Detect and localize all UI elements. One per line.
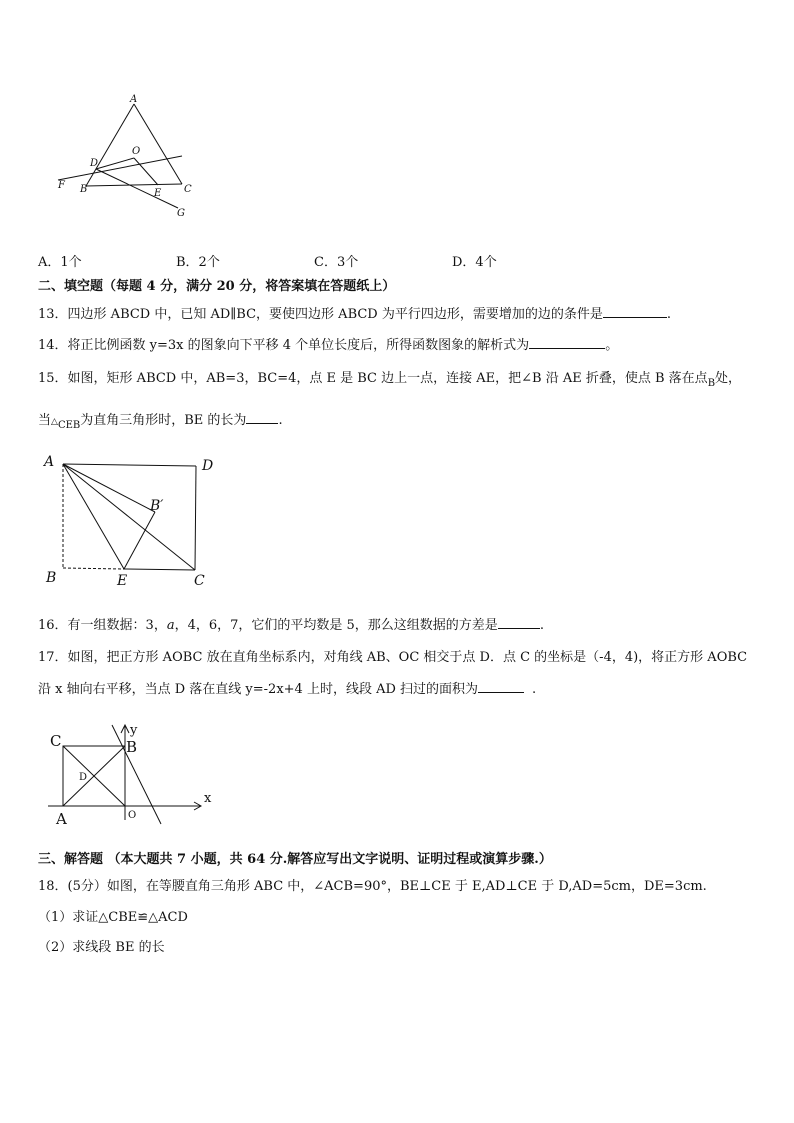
question-18-part1: （1）求证△CBE≌△ACD [38, 910, 188, 925]
line-DC [195, 466, 196, 570]
question-16-variable: a [166, 618, 175, 633]
question-13 [38, 303, 671, 322]
fig2-label-D: D [202, 458, 214, 474]
fig1-label-C: C [184, 184, 192, 195]
fig3-label-B: B [126, 738, 138, 756]
option-c: C．3个 [314, 255, 359, 270]
fig3-label-x: x [204, 791, 212, 806]
question-13-text: 13．四边形 ABCD 中，已知 AD∥BC，要使四边形 ABCD 为平行四边形，需要增加的边的条件是 [38, 307, 603, 322]
question-15-text-d: 为直角三角形时，BE 的长为 [80, 413, 247, 428]
fig1-label-E: E [154, 188, 162, 199]
question-15-sub-b: B [707, 378, 716, 389]
line-EC [124, 569, 195, 570]
line-BC [86, 184, 182, 186]
question-16 [38, 614, 544, 633]
triangle-symbol: △ [51, 417, 58, 427]
fig1-label-A: A [130, 94, 138, 105]
fig3-label-D: D [79, 772, 88, 783]
question-16-text-b: ，4，6，7，它们的平均数是 5，那么这组数据的方差是 [174, 618, 498, 633]
line-AD [63, 464, 196, 466]
option-d: D．4个 [452, 255, 497, 270]
fig2-label-C: C [194, 573, 205, 589]
question-15-text-a: 15．如图，矩形 ABCD 中，AB=3，BC=4，点 E 是 BC 边上一点，连接 AE，把∠B 沿 AE 折叠，使点 B 落在点 [38, 371, 708, 386]
question-15-text-b: 处， [715, 371, 742, 386]
fig2-label-B1: B′ [150, 498, 164, 514]
question-18-stem: 18．(5分）如图，在等腰直角三角形 ABC 中，∠ACB=90°，BE⊥CE 于 E,AD⊥CE 于 D,AD=5cm，DE=3cm. [38, 879, 707, 894]
fig3-label-y: y [130, 723, 138, 738]
figure-coordinate-square [40, 720, 230, 830]
question-17-line2 [38, 678, 536, 697]
question-14-text: 14．将正比例函数 y=3x 的图象向下平移 4 个单位长度后，所得函数图象的解析式为 [38, 338, 530, 353]
question-15-end: . [278, 413, 283, 428]
line-AB [86, 104, 134, 186]
line-DG [96, 169, 178, 208]
answer-blank-13[interactable] [603, 305, 667, 318]
question-15-line1 [38, 367, 741, 389]
fig1-label-O: O [132, 146, 141, 157]
answer-blank-16[interactable] [498, 616, 540, 629]
line-FC [58, 156, 182, 180]
question-16-text-a: 16．有一组数据：3， [38, 618, 167, 633]
figure-rectangle-fold [40, 450, 230, 590]
fig3-label-A: A [56, 810, 67, 828]
question-17-end: . [532, 682, 537, 697]
question-15-text-c: 当 [38, 413, 52, 428]
fig1-label-G: G [177, 208, 185, 219]
answer-blank-14[interactable] [529, 336, 605, 349]
question-14 [38, 334, 618, 353]
answer-blank-15[interactable] [246, 411, 278, 424]
line-AC [63, 464, 195, 570]
fig2-label-A: A [44, 454, 55, 470]
answer-blank-17[interactable] [478, 680, 524, 693]
question-15-sub-ceb: CEB [57, 420, 81, 431]
line-B1E [124, 512, 155, 569]
option-b: B．2个 [176, 255, 220, 270]
figure-triangle-diagram [50, 92, 200, 222]
question-15-line2 [38, 409, 283, 431]
line-AC [134, 104, 182, 184]
line-BE-dashed [63, 568, 124, 569]
fig1-label-F: F [58, 180, 65, 191]
question-13-end: . [666, 307, 672, 322]
option-a: A．1个 [38, 255, 82, 270]
question-14-end: 。 [605, 338, 619, 353]
question-16-end: . [539, 618, 544, 633]
section-heading-answer: 三、解答题 （本大题共 7 小题，共 64 分.解答应写出文字说明、证明过程或演算步骤.） [38, 852, 552, 867]
section-heading-fill-in: 二、填空题（每题 4 分，满分 20 分，将答案填在答题纸上） [38, 279, 396, 294]
fig3-label-O: O [128, 810, 137, 821]
question-17-text: 沿 x 轴向右平移，当点 D 落在直线 y=-2x+4 上时，线段 AD 扫过的面积为 [38, 682, 479, 697]
fig1-label-D: D [90, 158, 99, 169]
fig1-label-B: B [80, 184, 88, 195]
fig3-label-C: C [50, 732, 62, 750]
fig2-label-E: E [117, 573, 128, 589]
fig2-label-B: B [46, 570, 57, 586]
line-OE [134, 158, 158, 185]
question-17-line1: 17．如图，把正方形 AOBC 放在直角坐标系内，对角线 AB、OC 相交于点 D．点 C 的坐标是（-4，4)，将正方形 AOBC [38, 650, 748, 665]
question-18-part2: （2）求线段 BE 的长 [38, 940, 165, 955]
